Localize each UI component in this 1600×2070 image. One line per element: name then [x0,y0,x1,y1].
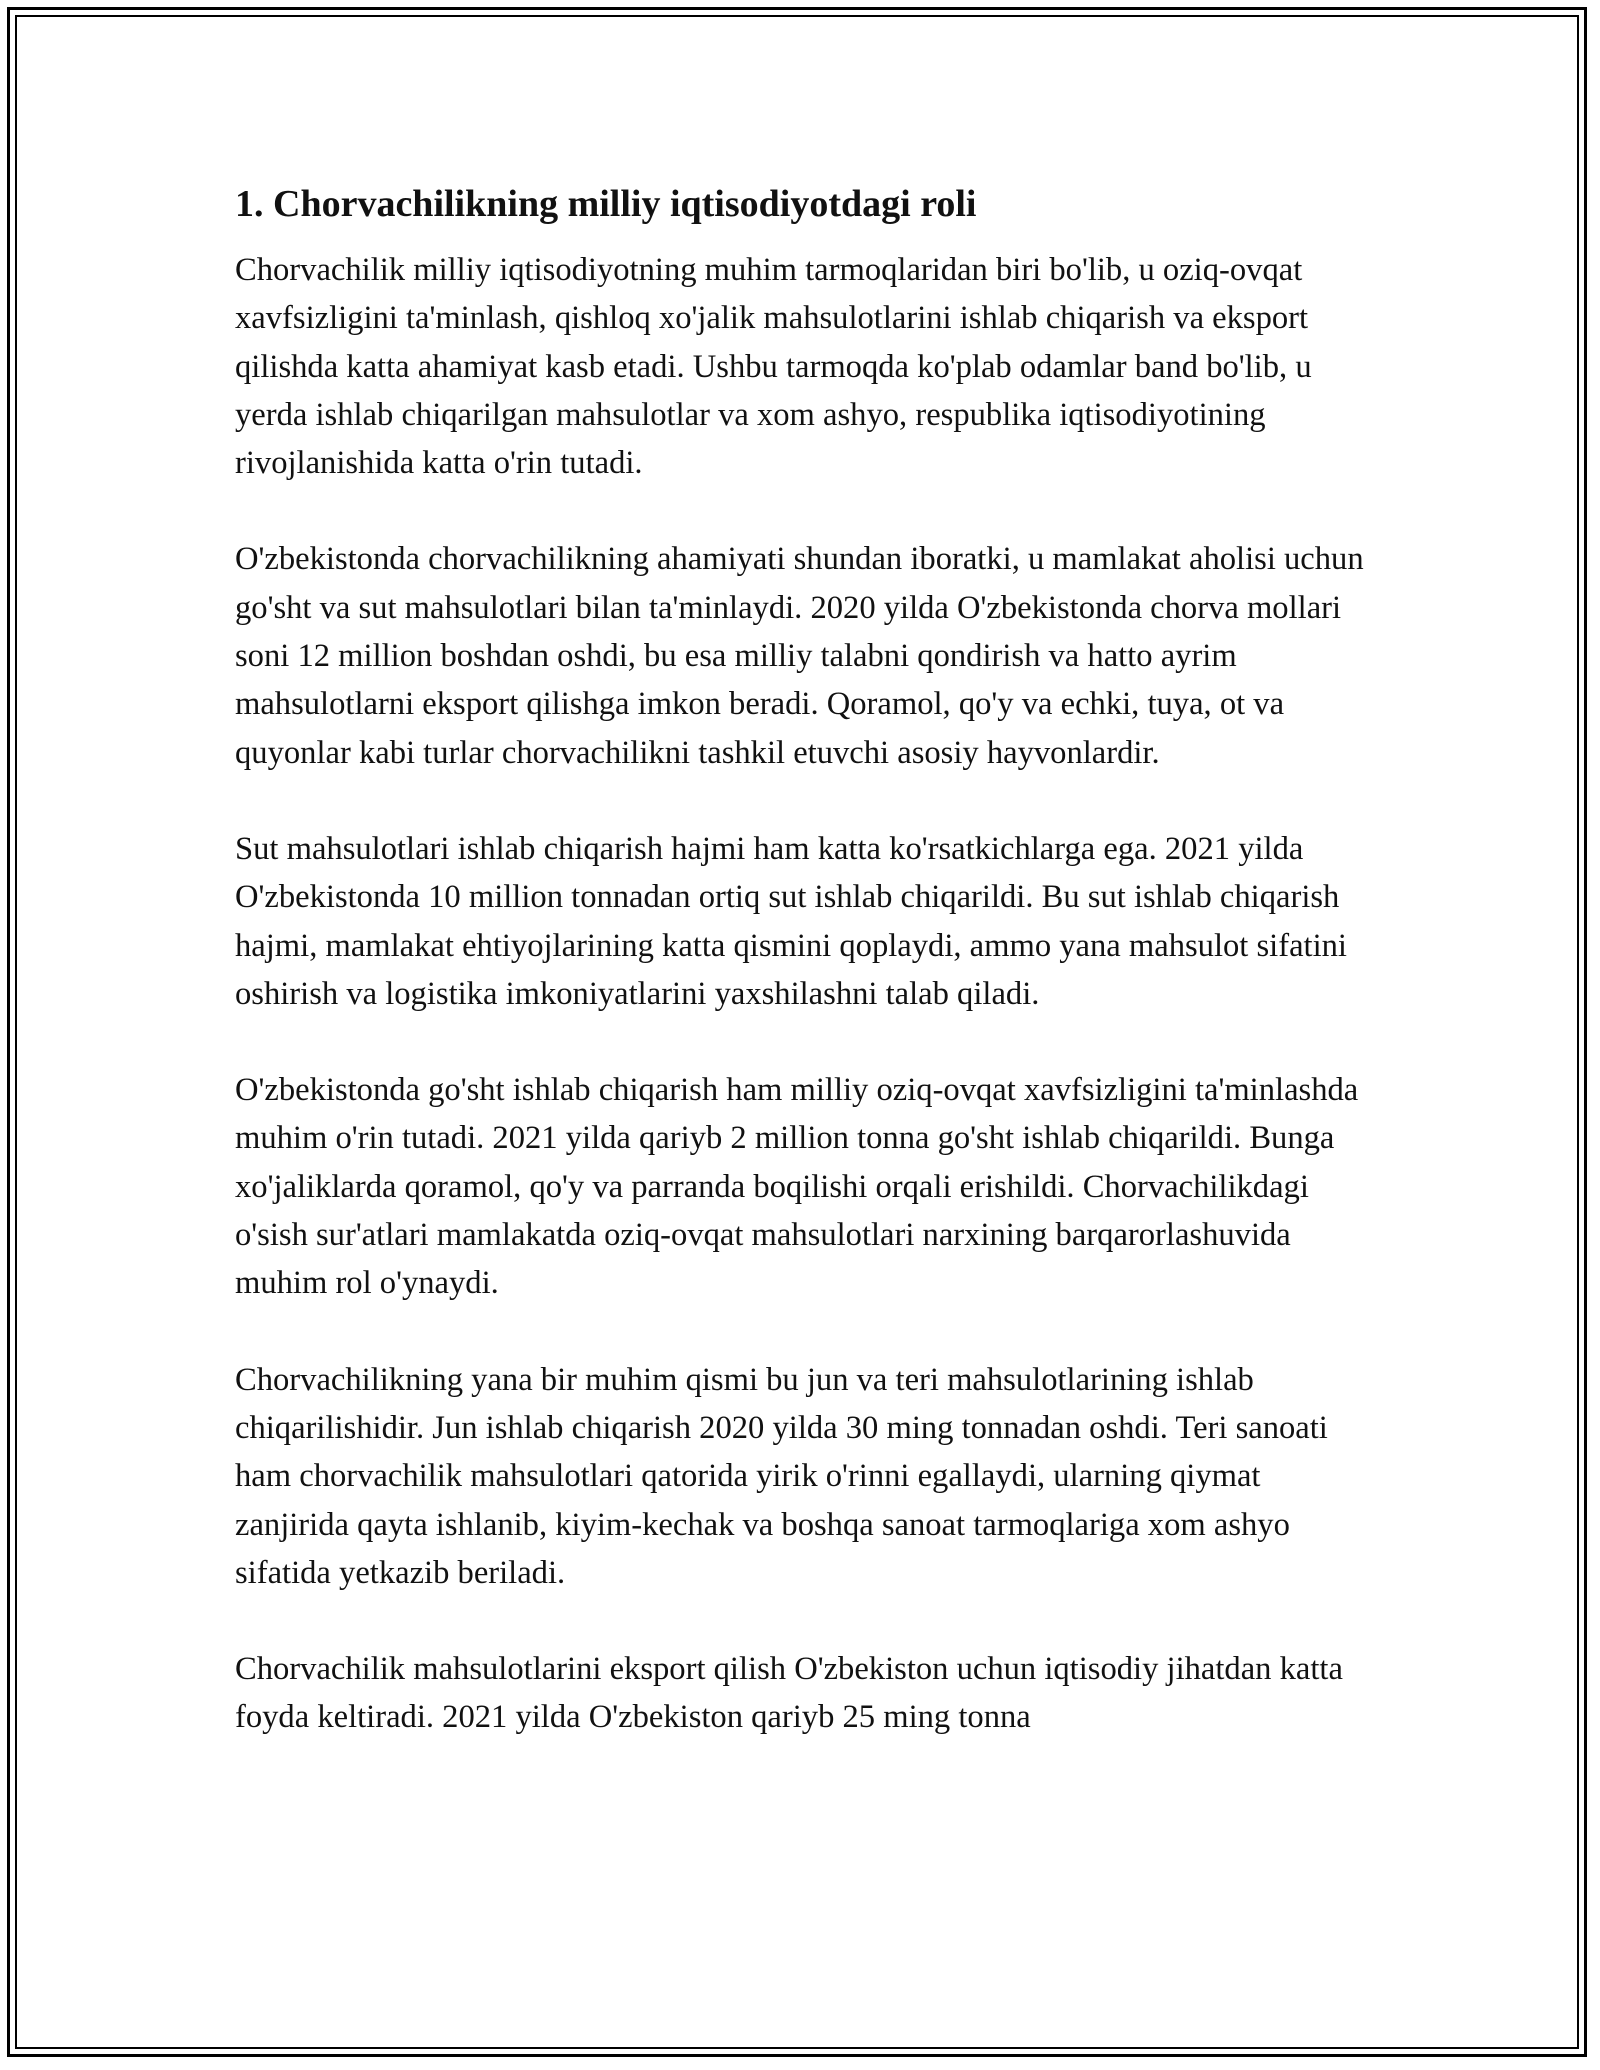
paragraph: O'zbekistonda go'sht ishlab chiqarish ham milliy oziq-ovqat xavfsizligini ta'minlashda muhim o'rin tutadi. 2021 yilda qariyb 2 million tonna go'sht ishlab chiqarildi. Bunga xo'jaliklarda qoramol, qo'y va parranda boqilishi orqali erishildi. Chorvachilikdagi o'sish sur'atlari mamlakatda oziq-ovqat mahsulotlari narxining barqarorlashuvida muhim rol o'ynaydi. [235,1072,1359,1302]
document-body [235,178,1365,1790]
paragraph: Chorvachilikning yana bir muhim qismi bu jun va teri mahsulotlarining ishlab chiqarilishidir. Jun ishlab chiqarish 2020 yilda 30 ming tonnadan oshdi. Teri sanoati ham chorvachilik mahsulotlari qatorida yirik o'rinni egallaydi, ularning qiymat zanjirida qayta ishlanib, kiyim-kechak va boshqa sanoat tarmoqlariga xom ashyo sifatida yetkazib beriladi. [235,1361,1328,1591]
paragraph: Sut mahsulotlari ishlab chiqarish hajmi ham katta ko'rsatkichlarga ega. 2021 yilda O'zbekistonda 10 million tonnadan ortiq sut ishlab chiqarildi. Bu sut ishlab chiqarish hajmi, mamlakat ehtiyojlarining katta qismini qoplaydi, ammo yana mahsulot sifatini oshirish va logistika imkoniyatlarini yaxshilashni talab qiladi. [235,830,1347,1012]
paragraph: O'zbekistonda chorvachilikning ahamiyati shundan iboratki, u mamlakat aholisi uchun go'sht va sut mahsulotlari bilan ta'minlaydi. 2020 yilda O'zbekistonda chorva mollari soni 12 million boshdan oshdi, bu esa milliy talabni qondirish va hatto ayrim mahsulotlarni eksport qilishga imkon beradi. Qoramol, qo'y va echki, tuya, ot va quyonlar kabi turlar chorvachilikni tashkil etuvchi asosiy hayvonlardir. [235,541,1364,771]
paragraph: Chorvachilik milliy iqtisodiyotning muhim tarmoqlaridan biri bo'lib, u oziq-ovqat xavfsizligini ta'minlash, qishloq xo'jalik mahsulotlarini ishlab chiqarish va eksport qilishda katta ahamiyat kasb etadi. Ushbu tarmoqda ko'plab odamlar band bo'lib, u yerda ishlab chiqarilgan mahsulotlar va xom ashyo, respublika iqtisodiyotining rivojlanishida katta o'rin tutadi. [235,252,1312,482]
section-heading: 1. Chorvachilikning milliy iqtisodiyotdagi roli [235,183,977,225]
paragraph: Chorvachilik mahsulotlarini eksport qilish O'zbekiston uchun iqtisodiy jihatdan katta foyda keltiradi. 2021 yilda O'zbekiston qariyb 25 ming tonna [235,1651,1343,1736]
paragraph-list [235,246,1365,1742]
